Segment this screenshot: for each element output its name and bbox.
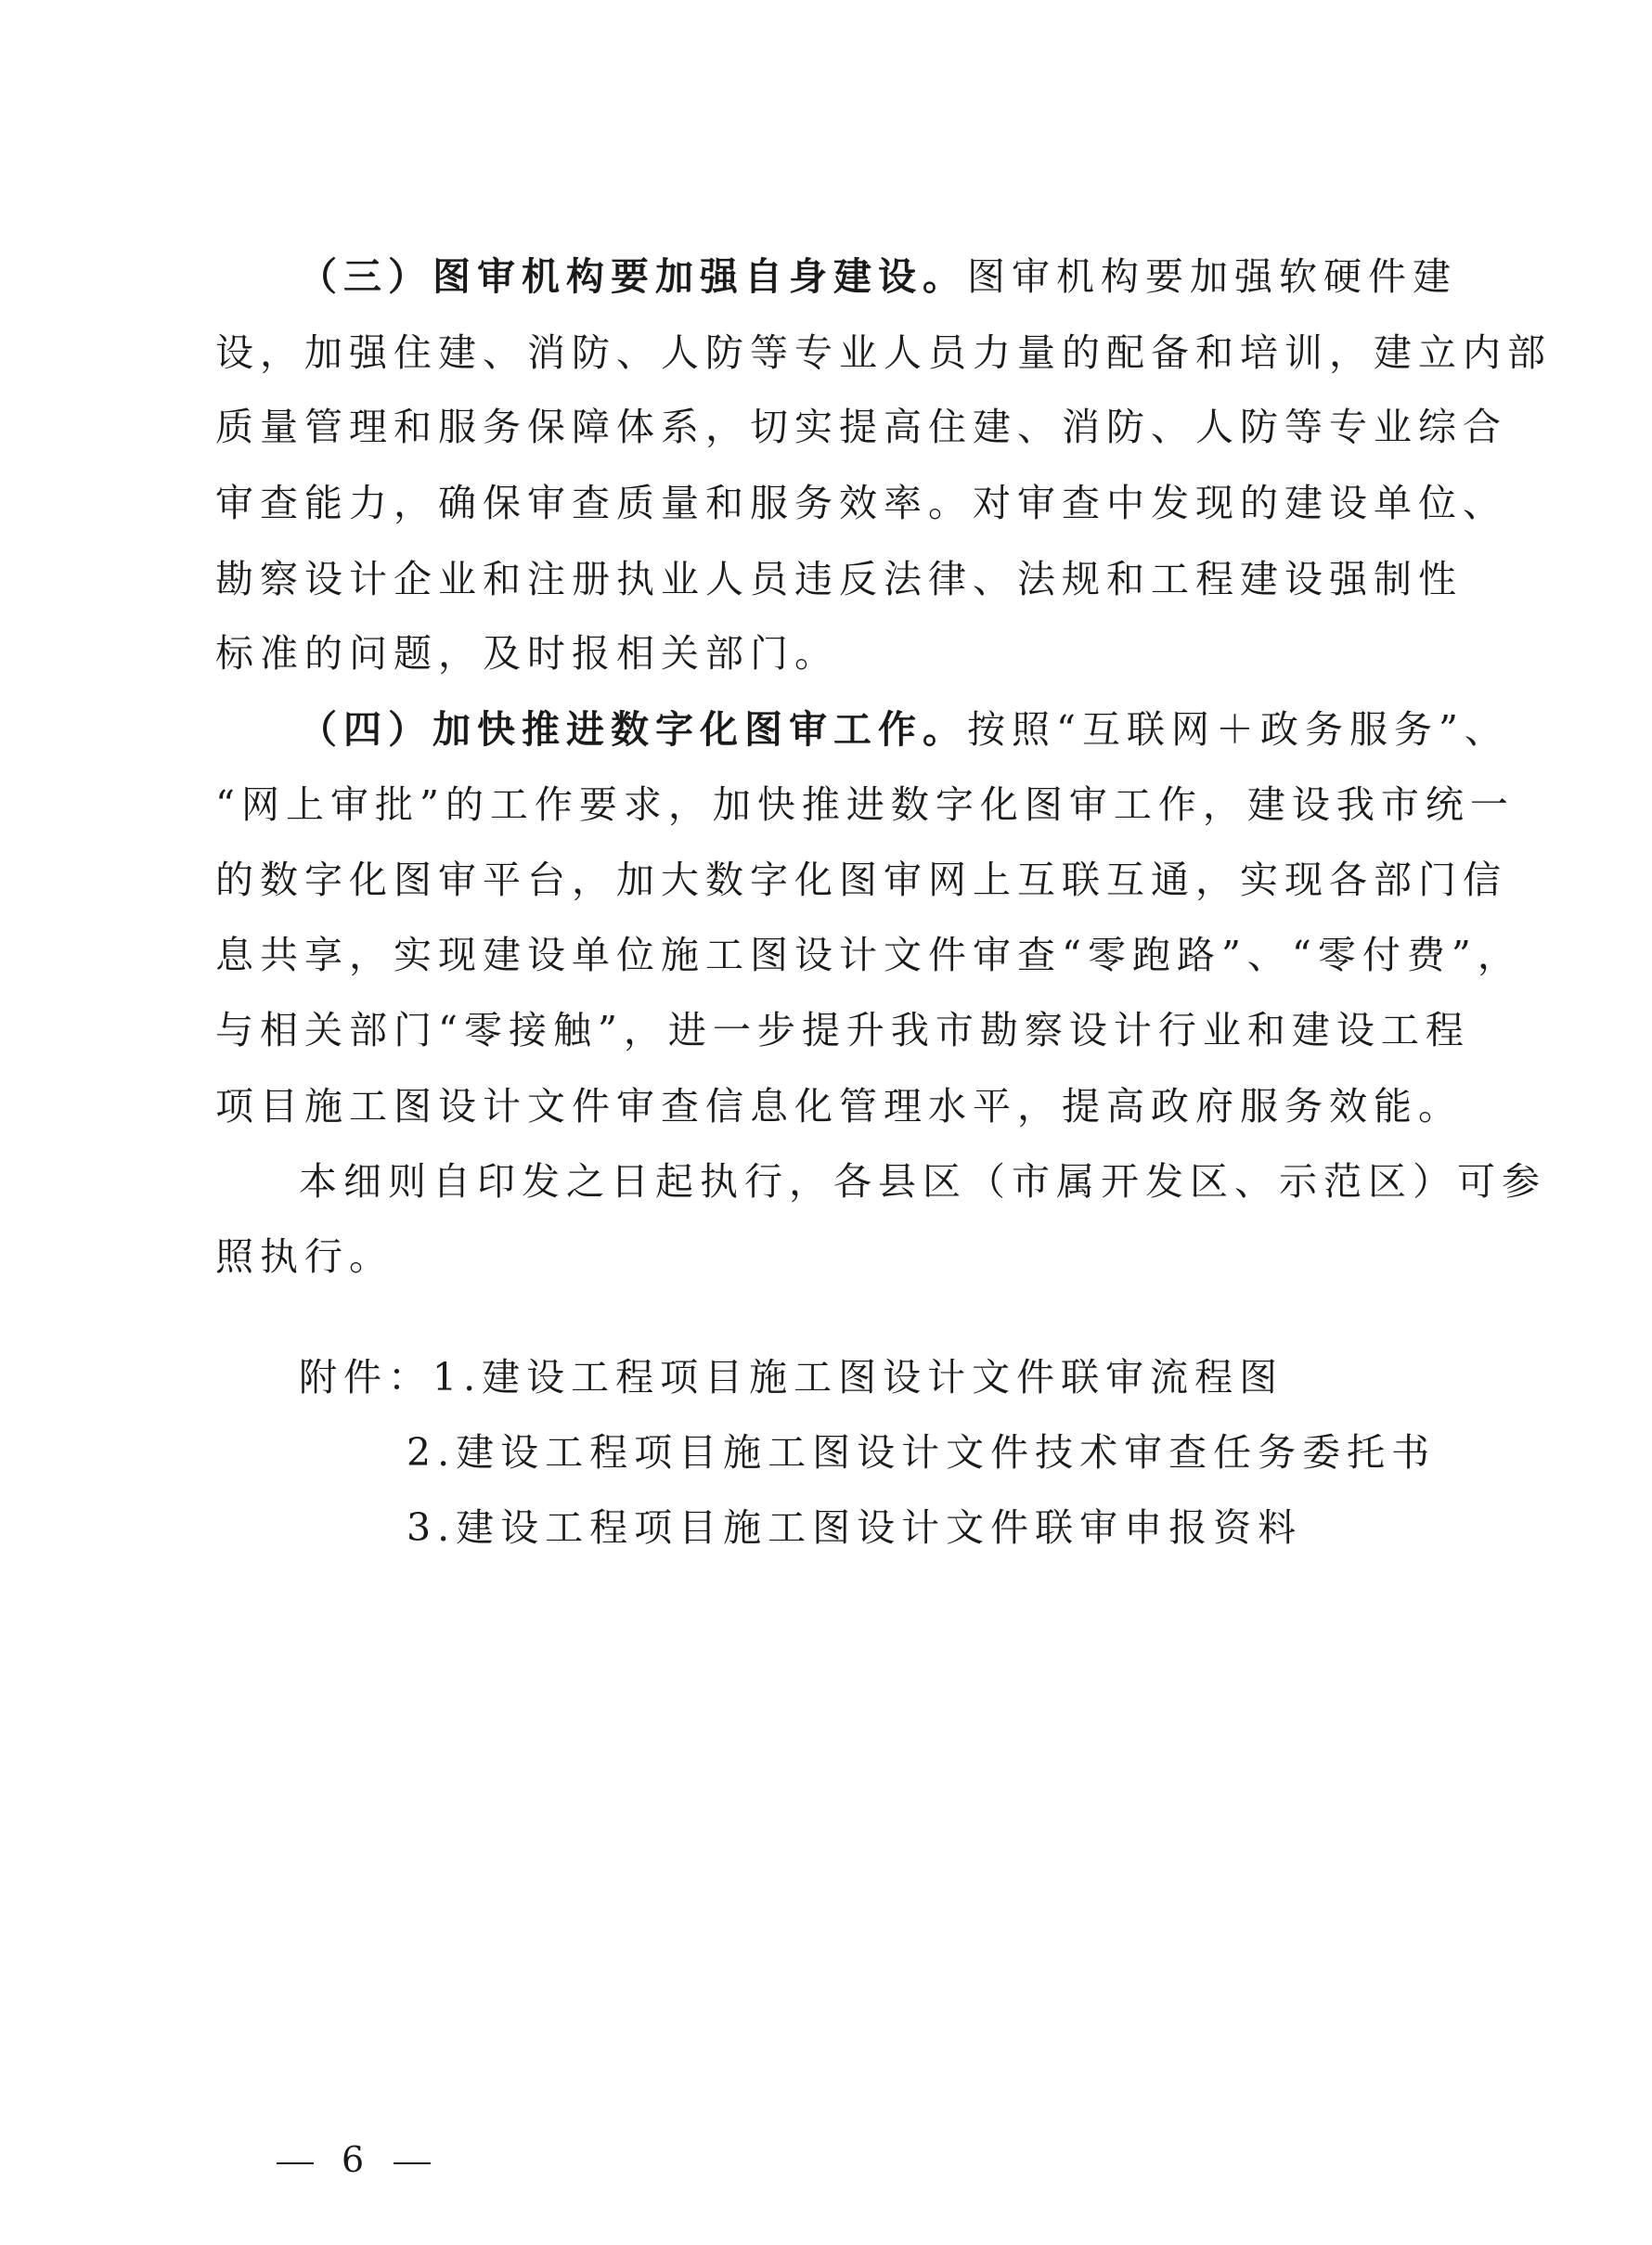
section4-line1 — [299, 702, 1509, 757]
section4-line5: 与相关部门“零接触”，进一步提升我市勘察设计行业和建设工程 — [215, 1008, 1470, 1052]
section3-line3: 质量管理和服务保障体系，切实提高住建、消防、人防等专业综合 — [215, 405, 1507, 449]
attachment-item-2: 2.建设工程项目施工图设计文件技术审查任务委托书 — [407, 1430, 1437, 1475]
effective-line2: 照执行。 — [215, 1234, 394, 1279]
section4-line4: 息共享，实现建设单位施工图设计文件审查“零跑路”、“零付费”， — [215, 933, 1522, 977]
attachment-item-1 — [299, 1349, 1284, 1405]
section3-heading: （三）图审机构要加强自身建设。 — [299, 254, 967, 299]
section4-line2: “网上审批”的工作要求，加快推进数字化图审工作，建设我市统一 — [215, 782, 1515, 827]
section3-line4: 审查能力，确保审查质量和服务效率。对审查中发现的建设单位、 — [215, 481, 1507, 525]
section3-line6: 标准的问题，及时报相关部门。 — [215, 631, 839, 676]
section3-line1 — [299, 249, 1457, 304]
dash-right — [394, 2162, 431, 2164]
dash-left — [277, 2162, 314, 2164]
section3-line1-text: 图审机构要加强软硬件建 — [967, 254, 1457, 299]
section3-line5: 勘察设计企业和注册执业人员违反法律、法规和工程建设强制性 — [215, 557, 1463, 601]
attachment-item-3: 3.建设工程项目施工图设计文件联审申报资料 — [407, 1505, 1303, 1550]
section4-line3: 的数字化图审平台，加大数字化图审网上互联互通，实现各部门信 — [215, 858, 1507, 902]
section3-line2: 设，加强住建、消防、人防等专业人员力量的配备和培训，建立内部 — [215, 330, 1552, 375]
section4-heading: （四）加快推进数字化图审工作。 — [299, 707, 967, 752]
attachment-label: 附件： — [299, 1355, 432, 1400]
attachment-text-1: 1.建设工程项目施工图设计文件联审流程图 — [432, 1355, 1284, 1400]
section4-line1-text: 按照“互联网＋政务服务”、 — [967, 707, 1509, 752]
effective-line1: 本细则自印发之日起执行，各县区（市属开发区、示范区）可参 — [299, 1159, 1546, 1204]
section4-line6: 项目施工图设计文件审查信息化管理水平，提高政府服务效能。 — [215, 1084, 1463, 1129]
page-number-text: 6 — [342, 2139, 367, 2180]
page-number — [249, 2136, 458, 2183]
